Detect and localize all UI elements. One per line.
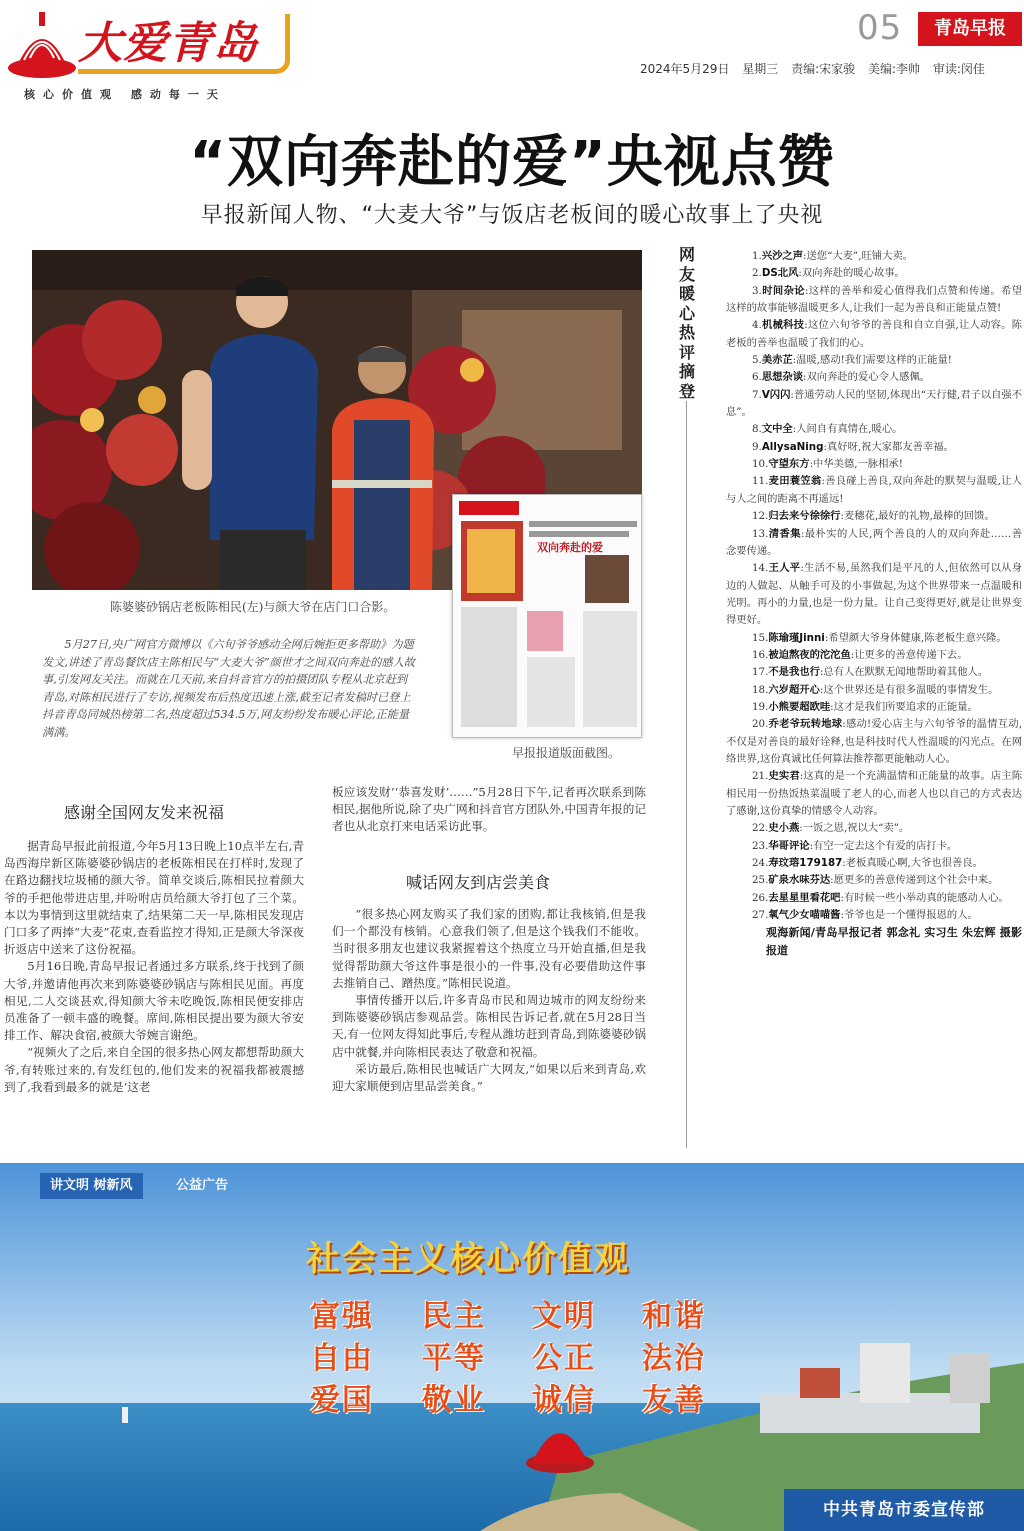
comments-list — [726, 248, 1022, 959]
reporter-credit: 观海新闻/青岛早报记者 郭念礼 实习生 朱宏辉 摄影报道 — [766, 926, 1022, 957]
ad-title: 社会主义核心价值观 — [306, 1239, 630, 1279]
comment-item: 27.氧气少女喵喵酱:爷爷也是一个懂得报恩的人。 — [752, 909, 978, 922]
core-value: 公正 — [532, 1341, 596, 1376]
editor-credit: 责编:宋家骏 — [791, 62, 856, 76]
paragraph: 采访最后,陈相民也喊话广大网友,“如果以后来到青岛,欢迎大家顺便到店里品尝美食。” — [332, 1061, 646, 1094]
comment-item: 25.矿泉水味芬达:愿更多的善意传递到这个社会中来。 — [752, 874, 999, 887]
photo-caption: 陈婆婆砂锅店老板陈相民(左)与颜大爷在店门口合影。 — [110, 600, 396, 614]
comment-item: 20.乔老爷玩转地球:感动!爱心店主与六旬爷爷的温情互动,不仅是对善良的最好诠释,也是科技时代人性温暖的闪光点。在网络世界,这份真诚比任何算法推荐都更能触动人心。 — [726, 718, 1022, 765]
comment-item: 10.守望东方:中华美德,一脉相承! — [752, 458, 903, 471]
article-subhead: 早报新闻人物、“大麦大爷”与饭店老板间的暖心故事上了央视 — [200, 203, 824, 228]
comment-item: 22.史小燕:一饭之恩,祝以大“卖”。 — [752, 822, 910, 835]
column-continuation — [332, 784, 646, 836]
logo-title: 大爱青岛 — [78, 14, 290, 74]
core-value: 敬业 — [422, 1383, 486, 1418]
section-title-thanks: 感谢全国网友发来祝福 — [64, 803, 225, 822]
comment-item: 12.归去来兮徐徐行:麦穗花,最好的礼物,最棒的回馈。 — [752, 510, 995, 523]
core-value: 诚信 — [532, 1383, 596, 1418]
comment-item: 2.DS北风:双向奔赴的暖心故事。 — [752, 267, 905, 280]
paragraph: “视频火了之后,来自全国的很多热心网友都想帮助颜大爷,有转账过来的,有发红包的,他们发来的祝福我都被震撼到了,我看到最多的就是‘这老 — [4, 1045, 304, 1094]
comment-item: 14.王人平:生活不易,虽然我们是平凡的人,但依然可以从身边的人做起、从触手可及的小事做起,为这个世界带来一点温暖和光明。再小的力量,也是一份力量。让自己变得更好,就是让世界变得更好。 — [726, 562, 1023, 627]
ad-tag: 讲文明 树新风 — [40, 1173, 143, 1199]
core-value: 民主 — [422, 1299, 486, 1334]
ad-sponsor: 中共青岛市委宣传部 — [784, 1489, 1024, 1531]
section-body-thanks — [4, 838, 304, 1096]
article-headline: “双向奔赴的爱”央视点赞 — [189, 130, 835, 195]
comment-item: 21.史实君:这真的是一个充满温情和正能量的故事。店主陈相民用一份热饭热菜温暖了老人的心,而老人也以自己的方式表达了感谢,这份真挚的情感令人动容。 — [726, 770, 1023, 817]
comment-item: 24.寿玟瑢179187:老板真暖心啊,大爷也很善良。 — [752, 857, 983, 870]
paragraph: 据青岛早报此前报道,今年5月13日晚上10点半左右,青岛西海岸新区陈婆婆砂锅店的老板陈相民在打样时,发现了在路边翻找垃圾桶的颜大爷。简单交谈后,陈相民拉着颜大爷的手把他带进店里,并吩咐店员给颜大爷打包了三个菜。本以为事情到这里就结束了,结果第二天一早,陈相民发现店门口多了两捧“大麦”花束,查看监控才得知,正是颜大爷深夜折返店中送来了这份祝福。 — [4, 839, 304, 957]
core-value: 爱国 — [310, 1383, 374, 1418]
newspaper-clipping-image — [452, 494, 642, 738]
paragraph: “很多热心网友购买了我们家的团购,都让我核销,但是我们一个都没有核销。心意我们领了,但是这个钱我们不能收。当时很多朋友也建议我紧握着这个热度立马开始直播,但是我觉得帮助颜大爷这件事是很小的一件事,没有必要借助这件事去推销自己、蹭热度。”陈相民说道。 — [332, 907, 646, 990]
section-title-invite: 喊话网友到店尝美食 — [406, 873, 551, 892]
public-service-ad — [0, 1163, 1024, 1531]
paragraph: 事情传播开以后,许多青岛市民和周边城市的网友纷纷来到陈婆婆砂锅店参观品尝。陈相民告诉记者,就在5月28日当天,有一位网友得知此事后,专程从潍坊赶到青岛,到陈婆婆砂锅店中就餐,并向陈相民表达了敬意和祝福。 — [332, 993, 646, 1059]
comment-item: 1.兴沙之声:送您“大麦”,旺铺大卖。 — [752, 250, 913, 262]
edition-line — [640, 60, 994, 77]
paragraph: 板应该发财’‘恭喜发财’……”5月28日下午,记者再次联系到陈相民,据他所说,除了央广网和抖音官方团队外,中国青年报的记者也从北京打来电话采访此事。 — [332, 785, 646, 834]
comment-item: 6.思想杂谈:双向奔赴的爱心令人感佩。 — [752, 371, 931, 384]
logo-slogan: 核心价值观 感动每一天 — [24, 88, 226, 101]
core-value: 富强 — [310, 1299, 374, 1334]
art-editor-credit: 美编:李帅 — [868, 62, 921, 76]
article-intro: 5月27日,央广网官方微博以《六旬爷爷感动全网后婉拒更多帮助》为题发文,讲述了青岛餐饮店主陈相民与“大麦大爷”颜世才之间双向奔赴的感人故事,引发网友关注。而就在几天前,来自抖音官方的拍摄团队专程从北京赶到青岛,对陈相民进行了专访,视频发布后热度迅速上涨,截至记者发稿时已登上抖音青岛同城热榜第二名,热度超过534.5万,网友纷纷发布暖心评论,正能量满满。 — [42, 638, 415, 739]
issue-date: 2024年5月29日 — [640, 62, 730, 76]
comment-item: 11.麦田蓑笠翁:善良碰上善良,双向奔赴的默契与温暖,让人与人之间的距离不再遥远! — [726, 475, 1023, 505]
clipping-caption: 早报报道版面截图。 — [512, 746, 621, 760]
comment-item: 17.不是我也行:总有人在默默无闻地帮助着其他人。 — [752, 666, 989, 679]
comment-item: 3.时间杂论:这样的善举和爱心值得我们点赞和传递。希望这样的故事能够温暖更多人,让我们一起为善良和正能量点赞! — [726, 284, 1023, 315]
masthead — [0, 0, 1024, 110]
section-body-invite — [332, 906, 646, 1095]
comment-item: 18.六岁超开心:这个世界还是有很多温暖的事情发生。 — [752, 683, 999, 696]
comment-item: 26.去星星里看花吧:有时候一些小举动真的能感动人心。 — [752, 891, 1009, 904]
ad-tag-public: 公益广告 — [176, 1178, 229, 1193]
comment-item: 7.V闪闪:普通劳动人民的坚韧,体现出“天行健,君子以自强不息”。 — [726, 388, 1022, 419]
paragraph: 5月16日晚,青岛早报记者通过多方联系,终于找到了颜大爷,并邀请他再次来到陈婆婆砂锅店与陈相民见面。再度相见,二人交谈甚欢,得知颜大爷未吃晚饭,陈相民便安排店员准备了一顿丰盛的晚餐。席间,陈相民提出要为颜大爷安排工作、解决食宿,被颜大爷婉言谢绝。 — [4, 959, 304, 1043]
comment-item: 23.华哥评论:有空一定去这个有爱的店打卡。 — [752, 839, 958, 852]
coastline-background — [0, 1163, 1024, 1531]
core-value: 友善 — [642, 1383, 706, 1418]
comment-item: 16.被迫熬夜的沱沱鱼:让更多的善意传递下去。 — [752, 648, 968, 661]
clipping-headline: 双向奔赴的爱 — [537, 541, 603, 554]
comment-item: 5.美赤芷:温暖,感动!我们需要这样的正能量! — [752, 354, 952, 367]
core-value: 法治 — [642, 1341, 706, 1376]
reviewer-credit: 审读:闵佳 — [932, 62, 985, 76]
core-value: 平等 — [422, 1341, 486, 1376]
comments-label: 网友暖心热评摘登 — [676, 245, 698, 401]
comment-item: 13.清香集:最朴实的人民,两个善良的人的双向奔赴……善念要传递。 — [726, 527, 1022, 557]
issue-weekday: 星期三 — [742, 62, 779, 76]
may-fourth-square-emblem-icon — [4, 6, 80, 82]
page-number: 05 — [857, 8, 903, 48]
core-value: 自由 — [310, 1341, 374, 1376]
comment-item: 15.陈瑜瑾Jinni:希望颜大爷身体健康,陈老板生意兴隆。 — [752, 631, 1007, 644]
newspaper-brand: 青岛早报 — [918, 12, 1022, 46]
comment-item: 9.AllysaNing:真好呀,祝大家都友善幸福。 — [752, 440, 954, 453]
comment-item: 4.机械科技:这位六旬爷爷的善良和自立自强,让人动容。陈老板的善举也温暖了我们的心。 — [726, 319, 1022, 349]
comment-item: 19.小熊要超欧哇:这才是我们所要追求的正能量。 — [752, 700, 978, 713]
core-value: 和谐 — [642, 1299, 706, 1334]
core-value: 文明 — [532, 1299, 596, 1334]
comment-item: 8.文中全:人间自有真情在,暖心。 — [752, 423, 903, 436]
